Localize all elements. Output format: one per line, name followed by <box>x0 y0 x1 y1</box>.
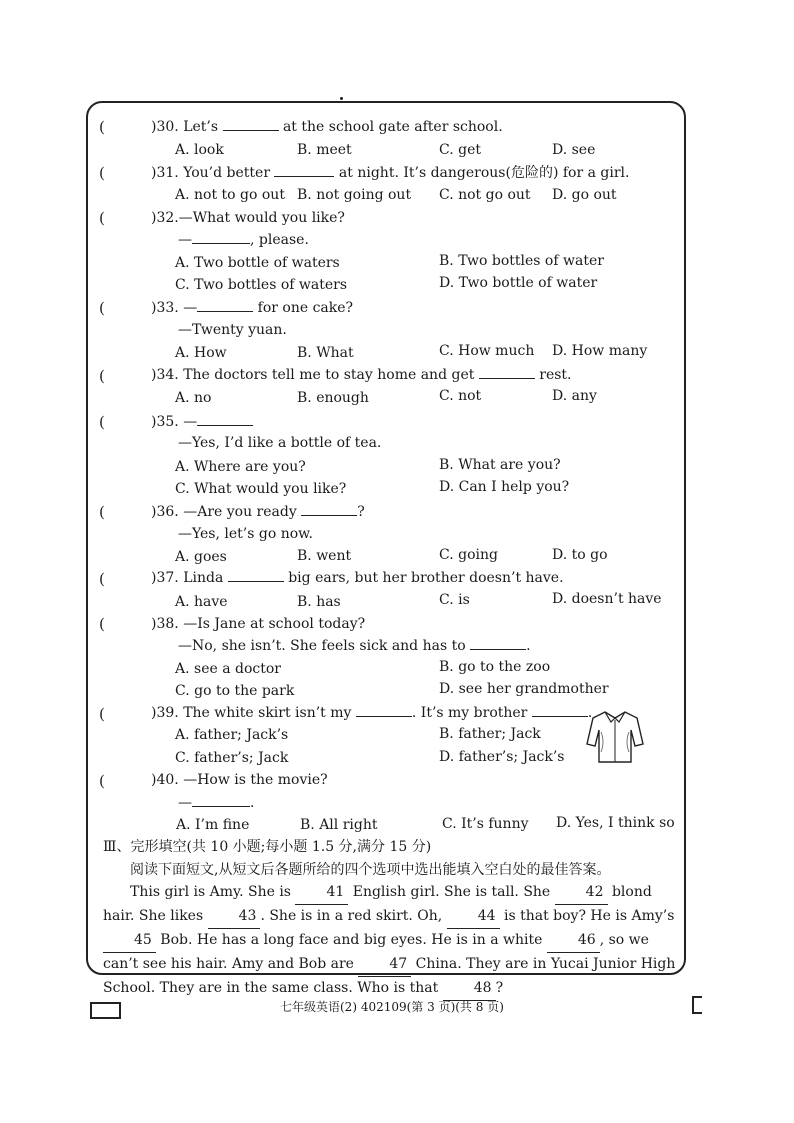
option-b[interactable]: B. What are you? <box>439 457 561 473</box>
answer-bracket[interactable]: ( <box>99 705 105 723</box>
option-a[interactable]: A. no <box>175 390 212 406</box>
question-38-reply: —No, she isn’t. She feels sick and has to . <box>178 638 531 654</box>
option-b[interactable]: B. What <box>297 345 354 361</box>
option-a[interactable]: A. I’m fine <box>176 817 250 833</box>
answer-bracket[interactable]: ( <box>99 570 105 588</box>
speck <box>340 97 343 100</box>
option-c[interactable]: C. going <box>439 547 498 563</box>
question-40-reply: — . <box>178 795 255 811</box>
option-b[interactable]: B. not going out <box>297 187 412 203</box>
option-a[interactable]: A. How <box>175 345 227 361</box>
option-c[interactable]: C. How much <box>439 343 535 359</box>
option-d[interactable]: D. to go <box>552 547 608 563</box>
score-box <box>90 1002 121 1019</box>
option-c[interactable]: C. father’s; Jack <box>175 750 289 766</box>
option-d[interactable]: D. doesn’t have <box>552 591 662 607</box>
option-b[interactable]: B. enough <box>297 390 369 406</box>
blank-41[interactable]: 41 <box>295 881 348 905</box>
blank-43[interactable]: 43 <box>208 905 261 929</box>
option-d[interactable]: D. see <box>552 142 596 158</box>
blank-42[interactable]: 42 <box>555 881 608 905</box>
question-36-reply: —Yes, let’s go now. <box>178 526 313 542</box>
option-b[interactable]: B. has <box>297 594 341 610</box>
question-38: )38. —Is Jane at school today? <box>151 616 366 632</box>
cloze-passage: This girl is Amy. She is 41 English girl. She is tall. She 42 blond hair. She likes 43 . She is in a red skirt. Oh, 44 is that boy? He is Amy’s 45 Bob. He has a long face and big eyes. He is in a white 46 , so we can’t see his hair. Amy and Bob are 47 China. They are in Yucai Junior High School. They are in the same class. Who is that 48 ? <box>103 881 681 1001</box>
answer-bracket[interactable]: ( <box>99 164 105 182</box>
option-c[interactable]: C. Two bottles of waters <box>175 277 348 293</box>
option-c[interactable]: C. What would you like? <box>175 481 347 497</box>
option-b[interactable]: B. Two bottles of water <box>439 253 604 269</box>
option-d[interactable]: D. Two bottle of water <box>439 275 598 291</box>
answer-bracket[interactable]: ( <box>99 413 105 431</box>
answer-bracket[interactable]: ( <box>99 209 105 227</box>
option-d[interactable]: D. Yes, I think so <box>556 815 675 831</box>
option-a[interactable]: A. Where are you? <box>175 459 306 475</box>
option-a[interactable]: A. not to go out <box>175 187 285 203</box>
answer-bracket[interactable]: ( <box>99 772 105 790</box>
question-40: )40. —How is the movie? <box>151 772 328 788</box>
option-a[interactable]: A. see a doctor <box>175 661 281 677</box>
question-32: )32.—What would you like? <box>151 210 345 226</box>
shirt-illustration <box>585 708 645 764</box>
question-33-reply: —Twenty yuan. <box>178 322 287 338</box>
option-b[interactable]: B. meet <box>297 142 352 158</box>
option-c[interactable]: C. get <box>439 142 481 158</box>
question-35: )35. — <box>151 413 253 431</box>
blank-46[interactable]: 46 <box>547 929 600 953</box>
option-d[interactable]: D. Can I help you? <box>439 479 570 495</box>
question-35-reply: —Yes, I’d like a bottle of tea. <box>178 435 382 451</box>
option-c[interactable]: C. is <box>439 592 470 608</box>
option-d[interactable]: D. see her grandmother <box>439 681 609 697</box>
blank-48[interactable]: 48 <box>443 977 496 1001</box>
answer-bracket[interactable]: ( <box>99 503 105 521</box>
option-d[interactable]: D. go out <box>552 187 617 203</box>
option-a[interactable]: A. father; Jack’s <box>175 727 289 743</box>
option-b[interactable]: B. went <box>297 548 352 564</box>
option-d[interactable]: D. father’s; Jack’s <box>439 749 565 765</box>
question-30: )30. Let’s at the school gate after school. <box>151 119 503 135</box>
question-34: )34. The doctors tell me to stay home and get rest. <box>151 367 572 383</box>
question-39: )39. The white skirt isn’t my . It’s my brother . <box>151 705 593 721</box>
option-c[interactable]: C. It’s funny <box>442 816 529 832</box>
section-title: Ⅲ、完形填空(共 10 小题;每小题 1.5 分,满分 15 分) <box>103 839 432 855</box>
blank-45[interactable]: 45 <box>103 929 156 953</box>
page-footer: 七年级英语(2) 402109(第 3 页)(共 8 页) <box>280 1000 504 1014</box>
question-31: )31. You’d better at night. It’s dangerous(危险的) for a girl. <box>151 165 630 181</box>
section-instruction: 阅读下面短文,从短文后各题所给的四个选项中选出能填入空白处的最佳答案。 <box>130 862 611 878</box>
option-b[interactable]: B. go to the zoo <box>439 659 551 675</box>
blank-44[interactable]: 44 <box>447 905 500 929</box>
question-36: )36. —Are you ready ? <box>151 504 365 520</box>
option-d[interactable]: D. any <box>552 388 597 404</box>
answer-bracket[interactable]: ( <box>99 367 105 385</box>
question-32-reply: — , please. <box>178 232 309 248</box>
option-a[interactable]: A. goes <box>175 549 227 565</box>
question-33: )33. — for one cake? <box>151 300 354 316</box>
option-a[interactable]: A. have <box>175 594 228 610</box>
answer-bracket[interactable]: ( <box>99 299 105 317</box>
option-d[interactable]: D. How many <box>552 343 648 359</box>
option-b[interactable]: B. father; Jack <box>439 726 541 742</box>
option-a[interactable]: A. Two bottle of waters <box>175 255 340 271</box>
binding-mark <box>692 996 702 1014</box>
question-37: )37. Linda big ears, but her brother doesn’t have. <box>151 570 564 586</box>
option-a[interactable]: A. look <box>175 142 224 158</box>
option-c[interactable]: C. not <box>439 388 482 404</box>
option-c[interactable]: C. go to the park <box>175 683 295 699</box>
option-b[interactable]: B. All right <box>300 817 378 833</box>
answer-bracket[interactable]: ( <box>99 615 105 633</box>
answer-bracket[interactable]: ( <box>99 118 105 136</box>
blank-47[interactable]: 47 <box>358 953 411 977</box>
option-c[interactable]: C. not go out <box>439 187 531 203</box>
